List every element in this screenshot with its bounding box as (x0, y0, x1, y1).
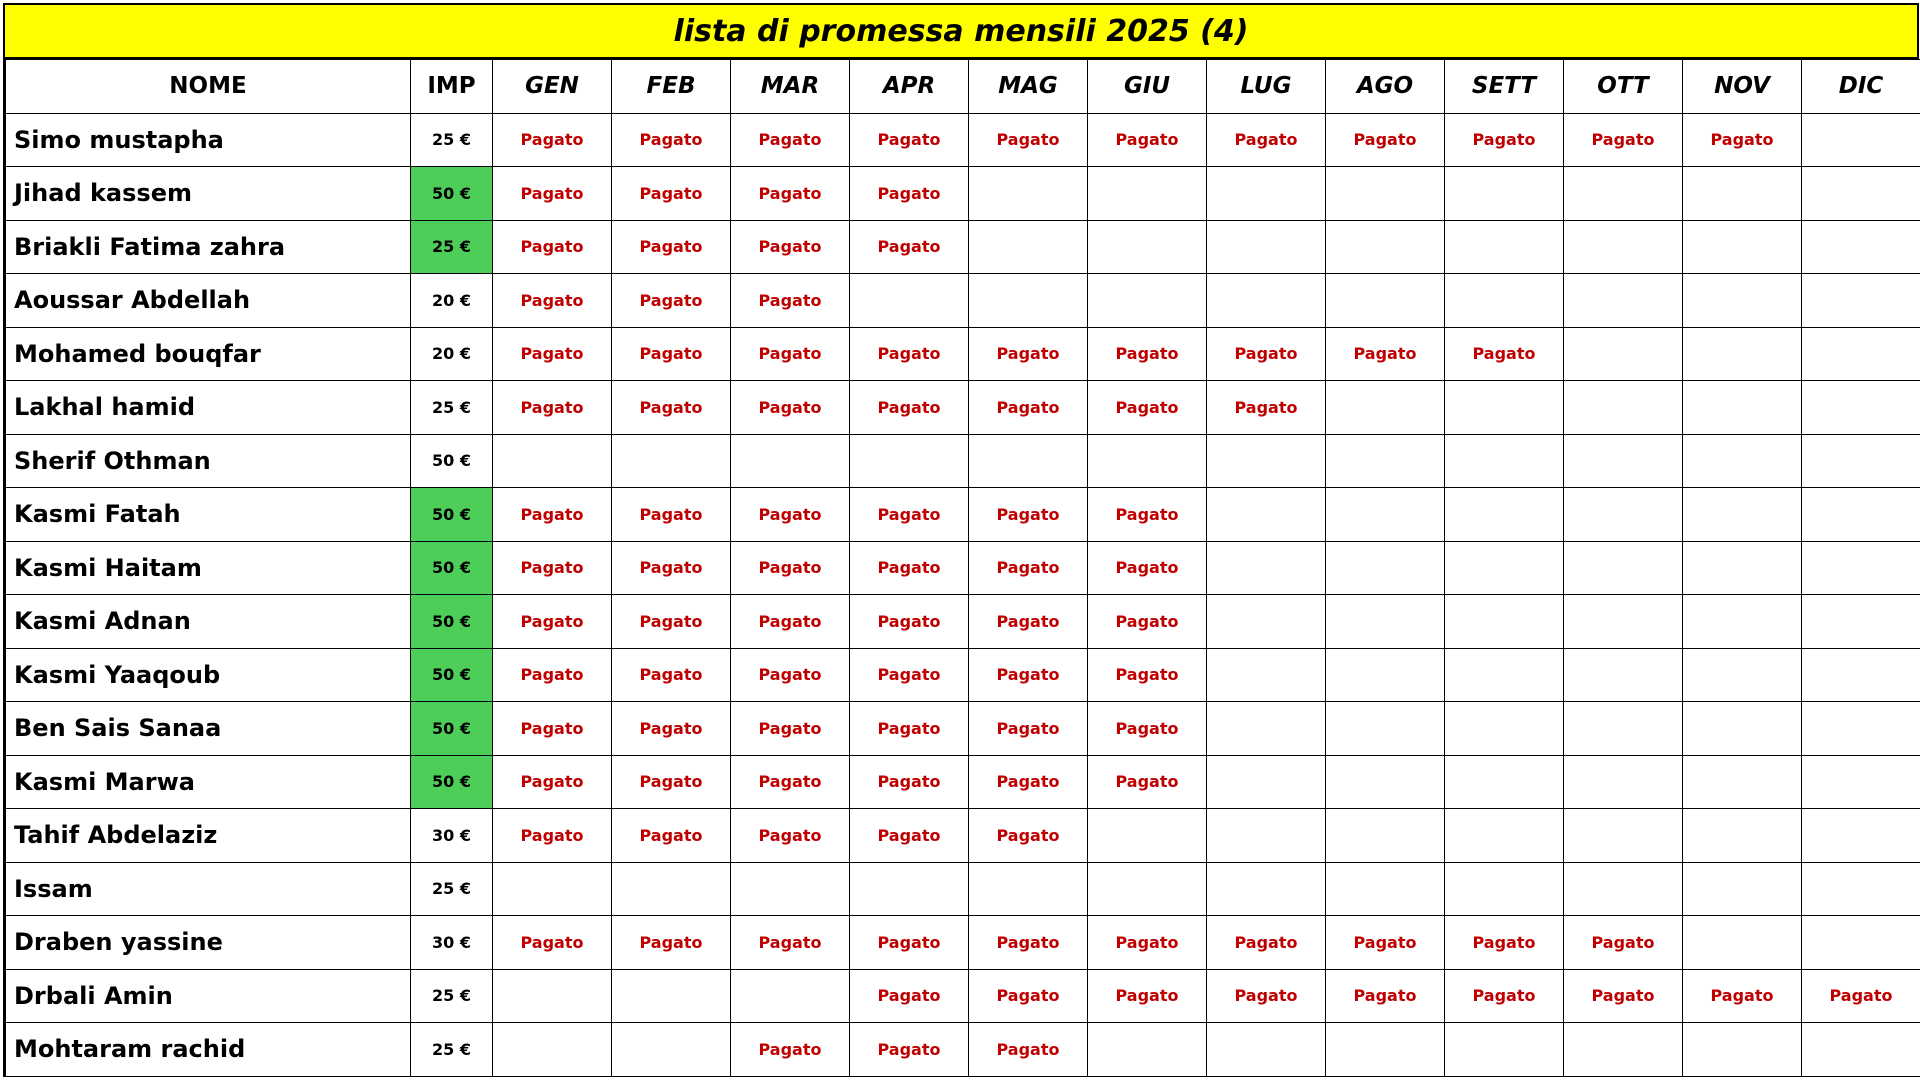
month-payment-cell[interactable]: Pagato (731, 488, 850, 542)
month-payment-cell[interactable] (1207, 648, 1326, 702)
member-name-cell[interactable]: Jihad kassem (6, 167, 411, 221)
month-payment-cell[interactable] (1088, 220, 1207, 274)
month-payment-cell[interactable]: Pagato (612, 167, 731, 221)
month-payment-cell[interactable]: Pagato (1088, 541, 1207, 595)
month-payment-cell[interactable] (1207, 274, 1326, 328)
amount-cell[interactable]: 25 € (411, 381, 493, 435)
member-name-cell[interactable]: Aoussar Abdellah (6, 274, 411, 328)
column-header-month: AGO (1326, 60, 1445, 114)
month-payment-cell[interactable] (1564, 541, 1683, 595)
table-row (6, 113, 1920, 167)
table-row (6, 595, 1920, 649)
month-payment-cell[interactable] (850, 274, 969, 328)
month-payment-cell[interactable]: Pagato (493, 809, 612, 863)
table-row (6, 167, 1920, 221)
month-payment-cell[interactable]: Pagato (493, 488, 612, 542)
table-row (6, 702, 1920, 756)
month-payment-cell[interactable] (1326, 434, 1445, 488)
member-name-cell[interactable]: Kasmi Adnan (6, 595, 411, 649)
month-payment-cell[interactable]: Pagato (612, 916, 731, 970)
month-payment-cell[interactable] (1802, 327, 1920, 381)
column-header-month: FEB (612, 60, 731, 114)
amount-cell[interactable]: 25 € (411, 113, 493, 167)
month-payment-cell[interactable]: Pagato (731, 648, 850, 702)
month-payment-cell[interactable]: Pagato (612, 755, 731, 809)
amount-cell[interactable]: 50 € (411, 541, 493, 595)
month-payment-cell[interactable]: Pagato (969, 755, 1088, 809)
month-payment-cell[interactable]: Pagato (1326, 916, 1445, 970)
table-row (6, 434, 1920, 488)
month-payment-cell[interactable] (1564, 755, 1683, 809)
month-payment-cell[interactable] (1445, 488, 1564, 542)
month-payment-cell[interactable] (1683, 862, 1802, 916)
month-payment-cell[interactable] (1802, 862, 1920, 916)
month-payment-cell[interactable]: Pagato (612, 113, 731, 167)
month-payment-cell[interactable] (1564, 595, 1683, 649)
table-row (6, 809, 1920, 863)
amount-cell[interactable]: 30 € (411, 916, 493, 970)
month-payment-cell[interactable]: Pagato (1088, 381, 1207, 435)
month-payment-cell[interactable]: Pagato (612, 220, 731, 274)
member-name-cell[interactable]: Draben yassine (6, 916, 411, 970)
month-payment-cell[interactable] (1802, 220, 1920, 274)
month-payment-cell[interactable] (731, 969, 850, 1023)
month-payment-cell[interactable] (1802, 381, 1920, 435)
month-payment-cell[interactable]: Pagato (612, 541, 731, 595)
month-payment-cell[interactable] (1207, 702, 1326, 756)
month-payment-cell[interactable]: Pagato (850, 488, 969, 542)
month-payment-cell[interactable]: Pagato (612, 488, 731, 542)
month-payment-cell[interactable] (1445, 541, 1564, 595)
amount-cell[interactable]: 50 € (411, 595, 493, 649)
month-payment-cell[interactable] (1088, 809, 1207, 863)
month-payment-cell[interactable]: Pagato (1088, 702, 1207, 756)
month-payment-cell[interactable] (1445, 755, 1564, 809)
month-payment-cell[interactable]: Pagato (850, 916, 969, 970)
month-payment-cell[interactable]: Pagato (493, 113, 612, 167)
month-payment-cell[interactable] (1802, 434, 1920, 488)
month-payment-cell[interactable]: Pagato (1207, 969, 1326, 1023)
month-payment-cell[interactable] (1683, 274, 1802, 328)
amount-cell[interactable]: 50 € (411, 488, 493, 542)
table-row (6, 969, 1920, 1023)
month-payment-cell[interactable]: Pagato (969, 113, 1088, 167)
month-payment-cell[interactable]: Pagato (612, 274, 731, 328)
month-payment-cell[interactable]: Pagato (850, 595, 969, 649)
month-payment-cell[interactable]: Pagato (493, 274, 612, 328)
month-payment-cell[interactable] (1683, 916, 1802, 970)
month-payment-cell[interactable] (1445, 648, 1564, 702)
month-payment-cell[interactable] (1683, 434, 1802, 488)
table-row (6, 755, 1920, 809)
month-payment-cell[interactable] (1207, 595, 1326, 649)
month-payment-cell[interactable] (1683, 809, 1802, 863)
table-body (6, 113, 1920, 1076)
month-payment-cell[interactable]: Pagato (969, 702, 1088, 756)
month-payment-cell[interactable]: Pagato (850, 755, 969, 809)
column-header-month: APR (850, 60, 969, 114)
month-payment-cell[interactable] (1326, 755, 1445, 809)
column-header-month: MAR (731, 60, 850, 114)
month-payment-cell[interactable]: Pagato (1802, 969, 1920, 1023)
month-payment-cell[interactable] (1564, 1023, 1683, 1077)
month-payment-cell[interactable]: Pagato (731, 595, 850, 649)
month-payment-cell[interactable]: Pagato (1088, 648, 1207, 702)
month-payment-cell[interactable]: Pagato (1683, 113, 1802, 167)
month-payment-cell[interactable] (1445, 595, 1564, 649)
month-payment-cell[interactable]: Pagato (612, 595, 731, 649)
month-payment-cell[interactable]: Pagato (969, 541, 1088, 595)
month-payment-cell[interactable]: Pagato (493, 595, 612, 649)
member-name-cell[interactable]: Briakli Fatima zahra (6, 220, 411, 274)
table-row (6, 488, 1920, 542)
month-payment-cell[interactable] (1207, 220, 1326, 274)
month-payment-cell[interactable]: Pagato (969, 809, 1088, 863)
amount-cell[interactable]: 50 € (411, 167, 493, 221)
month-payment-cell[interactable] (1207, 809, 1326, 863)
table-row (6, 327, 1920, 381)
month-payment-cell[interactable]: Pagato (493, 916, 612, 970)
month-payment-cell[interactable] (1207, 755, 1326, 809)
month-payment-cell[interactable] (1683, 541, 1802, 595)
month-payment-cell[interactable] (1088, 862, 1207, 916)
member-name-cell[interactable]: Issam (6, 862, 411, 916)
month-payment-cell[interactable]: Pagato (1207, 113, 1326, 167)
month-payment-cell[interactable] (1326, 1023, 1445, 1077)
month-payment-cell[interactable]: Pagato (731, 916, 850, 970)
month-payment-cell[interactable]: Pagato (1207, 916, 1326, 970)
column-header-month: MAG (969, 60, 1088, 114)
month-payment-cell[interactable] (1088, 1023, 1207, 1077)
month-payment-cell[interactable] (612, 969, 731, 1023)
header-row (6, 60, 1920, 114)
month-payment-cell[interactable] (1683, 381, 1802, 435)
column-header-month: GIU (1088, 60, 1207, 114)
month-payment-cell[interactable] (731, 434, 850, 488)
month-payment-cell[interactable] (1326, 488, 1445, 542)
month-payment-cell[interactable] (1802, 1023, 1920, 1077)
amount-cell[interactable]: 50 € (411, 702, 493, 756)
month-payment-cell[interactable]: Pagato (850, 167, 969, 221)
month-payment-cell[interactable] (1802, 488, 1920, 542)
month-payment-cell[interactable] (1326, 809, 1445, 863)
month-payment-cell[interactable] (493, 434, 612, 488)
table-row (6, 916, 1920, 970)
amount-cell[interactable]: 20 € (411, 327, 493, 381)
month-payment-cell[interactable] (1445, 434, 1564, 488)
month-payment-cell[interactable] (1326, 274, 1445, 328)
month-payment-cell[interactable] (1683, 595, 1802, 649)
month-payment-cell[interactable]: Pagato (1445, 327, 1564, 381)
month-payment-cell[interactable]: Pagato (850, 702, 969, 756)
amount-cell[interactable]: 50 € (411, 755, 493, 809)
amount-cell[interactable]: 20 € (411, 274, 493, 328)
month-payment-cell[interactable] (1088, 167, 1207, 221)
month-payment-cell[interactable] (1445, 381, 1564, 435)
column-header-month: DIC (1802, 60, 1920, 114)
month-payment-cell[interactable] (1445, 862, 1564, 916)
month-payment-cell[interactable]: Pagato (969, 648, 1088, 702)
month-payment-cell[interactable]: Pagato (850, 648, 969, 702)
month-payment-cell[interactable] (1326, 702, 1445, 756)
month-payment-cell[interactable] (850, 862, 969, 916)
month-payment-cell[interactable]: Pagato (731, 220, 850, 274)
month-payment-cell[interactable]: Pagato (1683, 969, 1802, 1023)
month-payment-cell[interactable] (1326, 167, 1445, 221)
month-payment-cell[interactable]: Pagato (493, 327, 612, 381)
month-payment-cell[interactable]: Pagato (850, 220, 969, 274)
month-payment-cell[interactable] (1088, 434, 1207, 488)
month-payment-cell[interactable] (1802, 809, 1920, 863)
month-payment-cell[interactable]: Pagato (493, 648, 612, 702)
month-payment-cell[interactable] (969, 862, 1088, 916)
member-name-cell[interactable]: Lakhal hamid (6, 381, 411, 435)
member-name-cell[interactable]: Drbali Amin (6, 969, 411, 1023)
month-payment-cell[interactable] (1683, 755, 1802, 809)
month-payment-cell[interactable] (1445, 274, 1564, 328)
month-payment-cell[interactable]: Pagato (1088, 969, 1207, 1023)
month-payment-cell[interactable]: Pagato (850, 809, 969, 863)
month-payment-cell[interactable]: Pagato (850, 1023, 969, 1077)
month-payment-cell[interactable]: Pagato (1088, 755, 1207, 809)
month-payment-cell[interactable] (969, 167, 1088, 221)
month-payment-cell[interactable] (1207, 167, 1326, 221)
month-payment-cell[interactable]: Pagato (969, 381, 1088, 435)
month-payment-cell[interactable]: Pagato (1207, 381, 1326, 435)
month-payment-cell[interactable]: Pagato (850, 327, 969, 381)
pledge-table (5, 59, 1920, 1077)
month-payment-cell[interactable]: Pagato (731, 755, 850, 809)
amount-cell[interactable]: 25 € (411, 969, 493, 1023)
month-payment-cell[interactable] (493, 862, 612, 916)
member-name-cell[interactable]: Simo mustapha (6, 113, 411, 167)
month-payment-cell[interactable] (1207, 541, 1326, 595)
month-payment-cell[interactable] (1683, 702, 1802, 756)
member-name-cell[interactable]: Kasmi Haitam (6, 541, 411, 595)
month-payment-cell[interactable] (1445, 167, 1564, 221)
column-header-month: OTT (1564, 60, 1683, 114)
month-payment-cell[interactable] (1564, 327, 1683, 381)
month-payment-cell[interactable]: Pagato (1564, 916, 1683, 970)
month-payment-cell[interactable] (1564, 381, 1683, 435)
month-payment-cell[interactable] (1564, 488, 1683, 542)
month-payment-cell[interactable] (1445, 702, 1564, 756)
month-payment-cell[interactable] (1683, 220, 1802, 274)
month-payment-cell[interactable] (1802, 541, 1920, 595)
month-payment-cell[interactable]: Pagato (1445, 969, 1564, 1023)
member-name-cell[interactable]: Mohtaram rachid (6, 1023, 411, 1077)
month-payment-cell[interactable]: Pagato (731, 113, 850, 167)
month-payment-cell[interactable] (969, 434, 1088, 488)
table-row (6, 274, 1920, 328)
month-payment-cell[interactable]: Pagato (493, 541, 612, 595)
member-name-cell[interactable]: Mohamed bouqfar (6, 327, 411, 381)
month-payment-cell[interactable]: Pagato (1088, 488, 1207, 542)
month-payment-cell[interactable]: Pagato (731, 702, 850, 756)
month-payment-cell[interactable] (969, 220, 1088, 274)
month-payment-cell[interactable] (612, 1023, 731, 1077)
amount-cell[interactable]: 50 € (411, 434, 493, 488)
month-payment-cell[interactable]: Pagato (969, 1023, 1088, 1077)
amount-cell[interactable]: 25 € (411, 220, 493, 274)
month-payment-cell[interactable]: Pagato (493, 220, 612, 274)
month-payment-cell[interactable] (612, 434, 731, 488)
month-payment-cell[interactable]: Pagato (493, 167, 612, 221)
month-payment-cell[interactable] (1564, 702, 1683, 756)
month-payment-cell[interactable] (1207, 434, 1326, 488)
month-payment-cell[interactable] (1564, 648, 1683, 702)
month-payment-cell[interactable] (1564, 167, 1683, 221)
month-payment-cell[interactable] (1564, 862, 1683, 916)
month-payment-cell[interactable]: Pagato (1088, 113, 1207, 167)
month-payment-cell[interactable]: Pagato (731, 381, 850, 435)
table-row (6, 648, 1920, 702)
amount-cell[interactable]: 50 € (411, 648, 493, 702)
month-payment-cell[interactable] (612, 862, 731, 916)
month-payment-cell[interactable] (1802, 595, 1920, 649)
month-payment-cell[interactable]: Pagato (969, 969, 1088, 1023)
month-payment-cell[interactable] (731, 862, 850, 916)
amount-cell[interactable]: 25 € (411, 1023, 493, 1077)
month-payment-cell[interactable]: Pagato (1326, 969, 1445, 1023)
month-payment-cell[interactable] (1802, 167, 1920, 221)
month-payment-cell[interactable]: Pagato (612, 327, 731, 381)
month-payment-cell[interactable] (1445, 1023, 1564, 1077)
month-payment-cell[interactable] (1802, 648, 1920, 702)
month-payment-cell[interactable]: Pagato (612, 381, 731, 435)
month-payment-cell[interactable] (1326, 381, 1445, 435)
month-payment-cell[interactable] (1326, 862, 1445, 916)
month-payment-cell[interactable]: Pagato (612, 702, 731, 756)
month-payment-cell[interactable]: Pagato (850, 541, 969, 595)
month-payment-cell[interactable]: Pagato (731, 809, 850, 863)
month-payment-cell[interactable] (1564, 809, 1683, 863)
month-payment-cell[interactable]: Pagato (731, 167, 850, 221)
column-header-month: LUG (1207, 60, 1326, 114)
member-name-cell[interactable]: Sherif Othman (6, 434, 411, 488)
month-payment-cell[interactable]: Pagato (1326, 113, 1445, 167)
month-payment-cell[interactable]: Pagato (969, 488, 1088, 542)
month-payment-cell[interactable] (1802, 702, 1920, 756)
month-payment-cell[interactable]: Pagato (850, 381, 969, 435)
month-payment-cell[interactable] (969, 274, 1088, 328)
month-payment-cell[interactable]: Pagato (1326, 327, 1445, 381)
sheet-title: lista di promessa mensili 2025 (4) (5, 5, 1919, 59)
month-payment-cell[interactable]: Pagato (612, 648, 731, 702)
month-payment-cell[interactable]: Pagato (1088, 327, 1207, 381)
member-name-cell[interactable]: Tahif Abdelaziz (6, 809, 411, 863)
month-payment-cell[interactable] (1564, 274, 1683, 328)
month-payment-cell[interactable]: Pagato (731, 541, 850, 595)
amount-cell[interactable]: 25 € (411, 862, 493, 916)
table-row (6, 220, 1920, 274)
month-payment-cell[interactable] (1802, 755, 1920, 809)
month-payment-cell[interactable] (1802, 916, 1920, 970)
month-payment-cell[interactable] (1564, 434, 1683, 488)
month-payment-cell[interactable] (1326, 648, 1445, 702)
month-payment-cell[interactable] (1207, 862, 1326, 916)
month-payment-cell[interactable] (1802, 113, 1920, 167)
column-header-name: NOME (6, 60, 411, 114)
month-payment-cell[interactable] (1326, 541, 1445, 595)
month-payment-cell[interactable]: Pagato (731, 274, 850, 328)
table-row (6, 1023, 1920, 1077)
month-payment-cell[interactable]: Pagato (1088, 595, 1207, 649)
member-name-cell[interactable]: Kasmi Marwa (6, 755, 411, 809)
month-payment-cell[interactable] (1445, 809, 1564, 863)
month-payment-cell[interactable] (1564, 220, 1683, 274)
spreadsheet (3, 3, 1919, 1077)
month-payment-cell[interactable]: Pagato (1088, 916, 1207, 970)
table-row (6, 381, 1920, 435)
month-payment-cell[interactable]: Pagato (1445, 916, 1564, 970)
month-payment-cell[interactable] (1683, 327, 1802, 381)
month-payment-cell[interactable] (1683, 167, 1802, 221)
month-payment-cell[interactable] (1802, 274, 1920, 328)
month-payment-cell[interactable] (1683, 488, 1802, 542)
month-payment-cell[interactable]: Pagato (969, 916, 1088, 970)
month-payment-cell[interactable]: Pagato (493, 755, 612, 809)
column-header-month: GEN (493, 60, 612, 114)
month-payment-cell[interactable] (1326, 595, 1445, 649)
month-payment-cell[interactable] (1683, 1023, 1802, 1077)
month-payment-cell[interactable]: Pagato (493, 381, 612, 435)
column-header-imp: IMP (411, 60, 493, 114)
month-payment-cell[interactable]: Pagato (850, 113, 969, 167)
table-row (6, 541, 1920, 595)
month-payment-cell[interactable]: Pagato (1564, 969, 1683, 1023)
month-payment-cell[interactable] (1207, 1023, 1326, 1077)
month-payment-cell[interactable]: Pagato (612, 809, 731, 863)
member-name-cell[interactable]: Ben Sais Sanaa (6, 702, 411, 756)
member-name-cell[interactable]: Kasmi Fatah (6, 488, 411, 542)
month-payment-cell[interactable]: Pagato (1564, 113, 1683, 167)
month-payment-cell[interactable]: Pagato (969, 327, 1088, 381)
column-header-month: NOV (1683, 60, 1802, 114)
month-payment-cell[interactable] (1088, 274, 1207, 328)
amount-cell[interactable]: 30 € (411, 809, 493, 863)
month-payment-cell[interactable] (1326, 220, 1445, 274)
month-payment-cell[interactable]: Pagato (969, 595, 1088, 649)
month-payment-cell[interactable]: Pagato (850, 969, 969, 1023)
column-header-month: SETT (1445, 60, 1564, 114)
month-payment-cell[interactable]: Pagato (1207, 327, 1326, 381)
month-payment-cell[interactable]: Pagato (731, 327, 850, 381)
month-payment-cell[interactable]: Pagato (731, 1023, 850, 1077)
month-payment-cell[interactable] (850, 434, 969, 488)
month-payment-cell[interactable]: Pagato (1445, 113, 1564, 167)
month-payment-cell[interactable] (493, 969, 612, 1023)
month-payment-cell[interactable] (493, 1023, 612, 1077)
month-payment-cell[interactable] (1445, 220, 1564, 274)
month-payment-cell[interactable] (1683, 648, 1802, 702)
month-payment-cell[interactable]: Pagato (493, 702, 612, 756)
member-name-cell[interactable]: Kasmi Yaaqoub (6, 648, 411, 702)
table-row (6, 862, 1920, 916)
month-payment-cell[interactable] (1207, 488, 1326, 542)
